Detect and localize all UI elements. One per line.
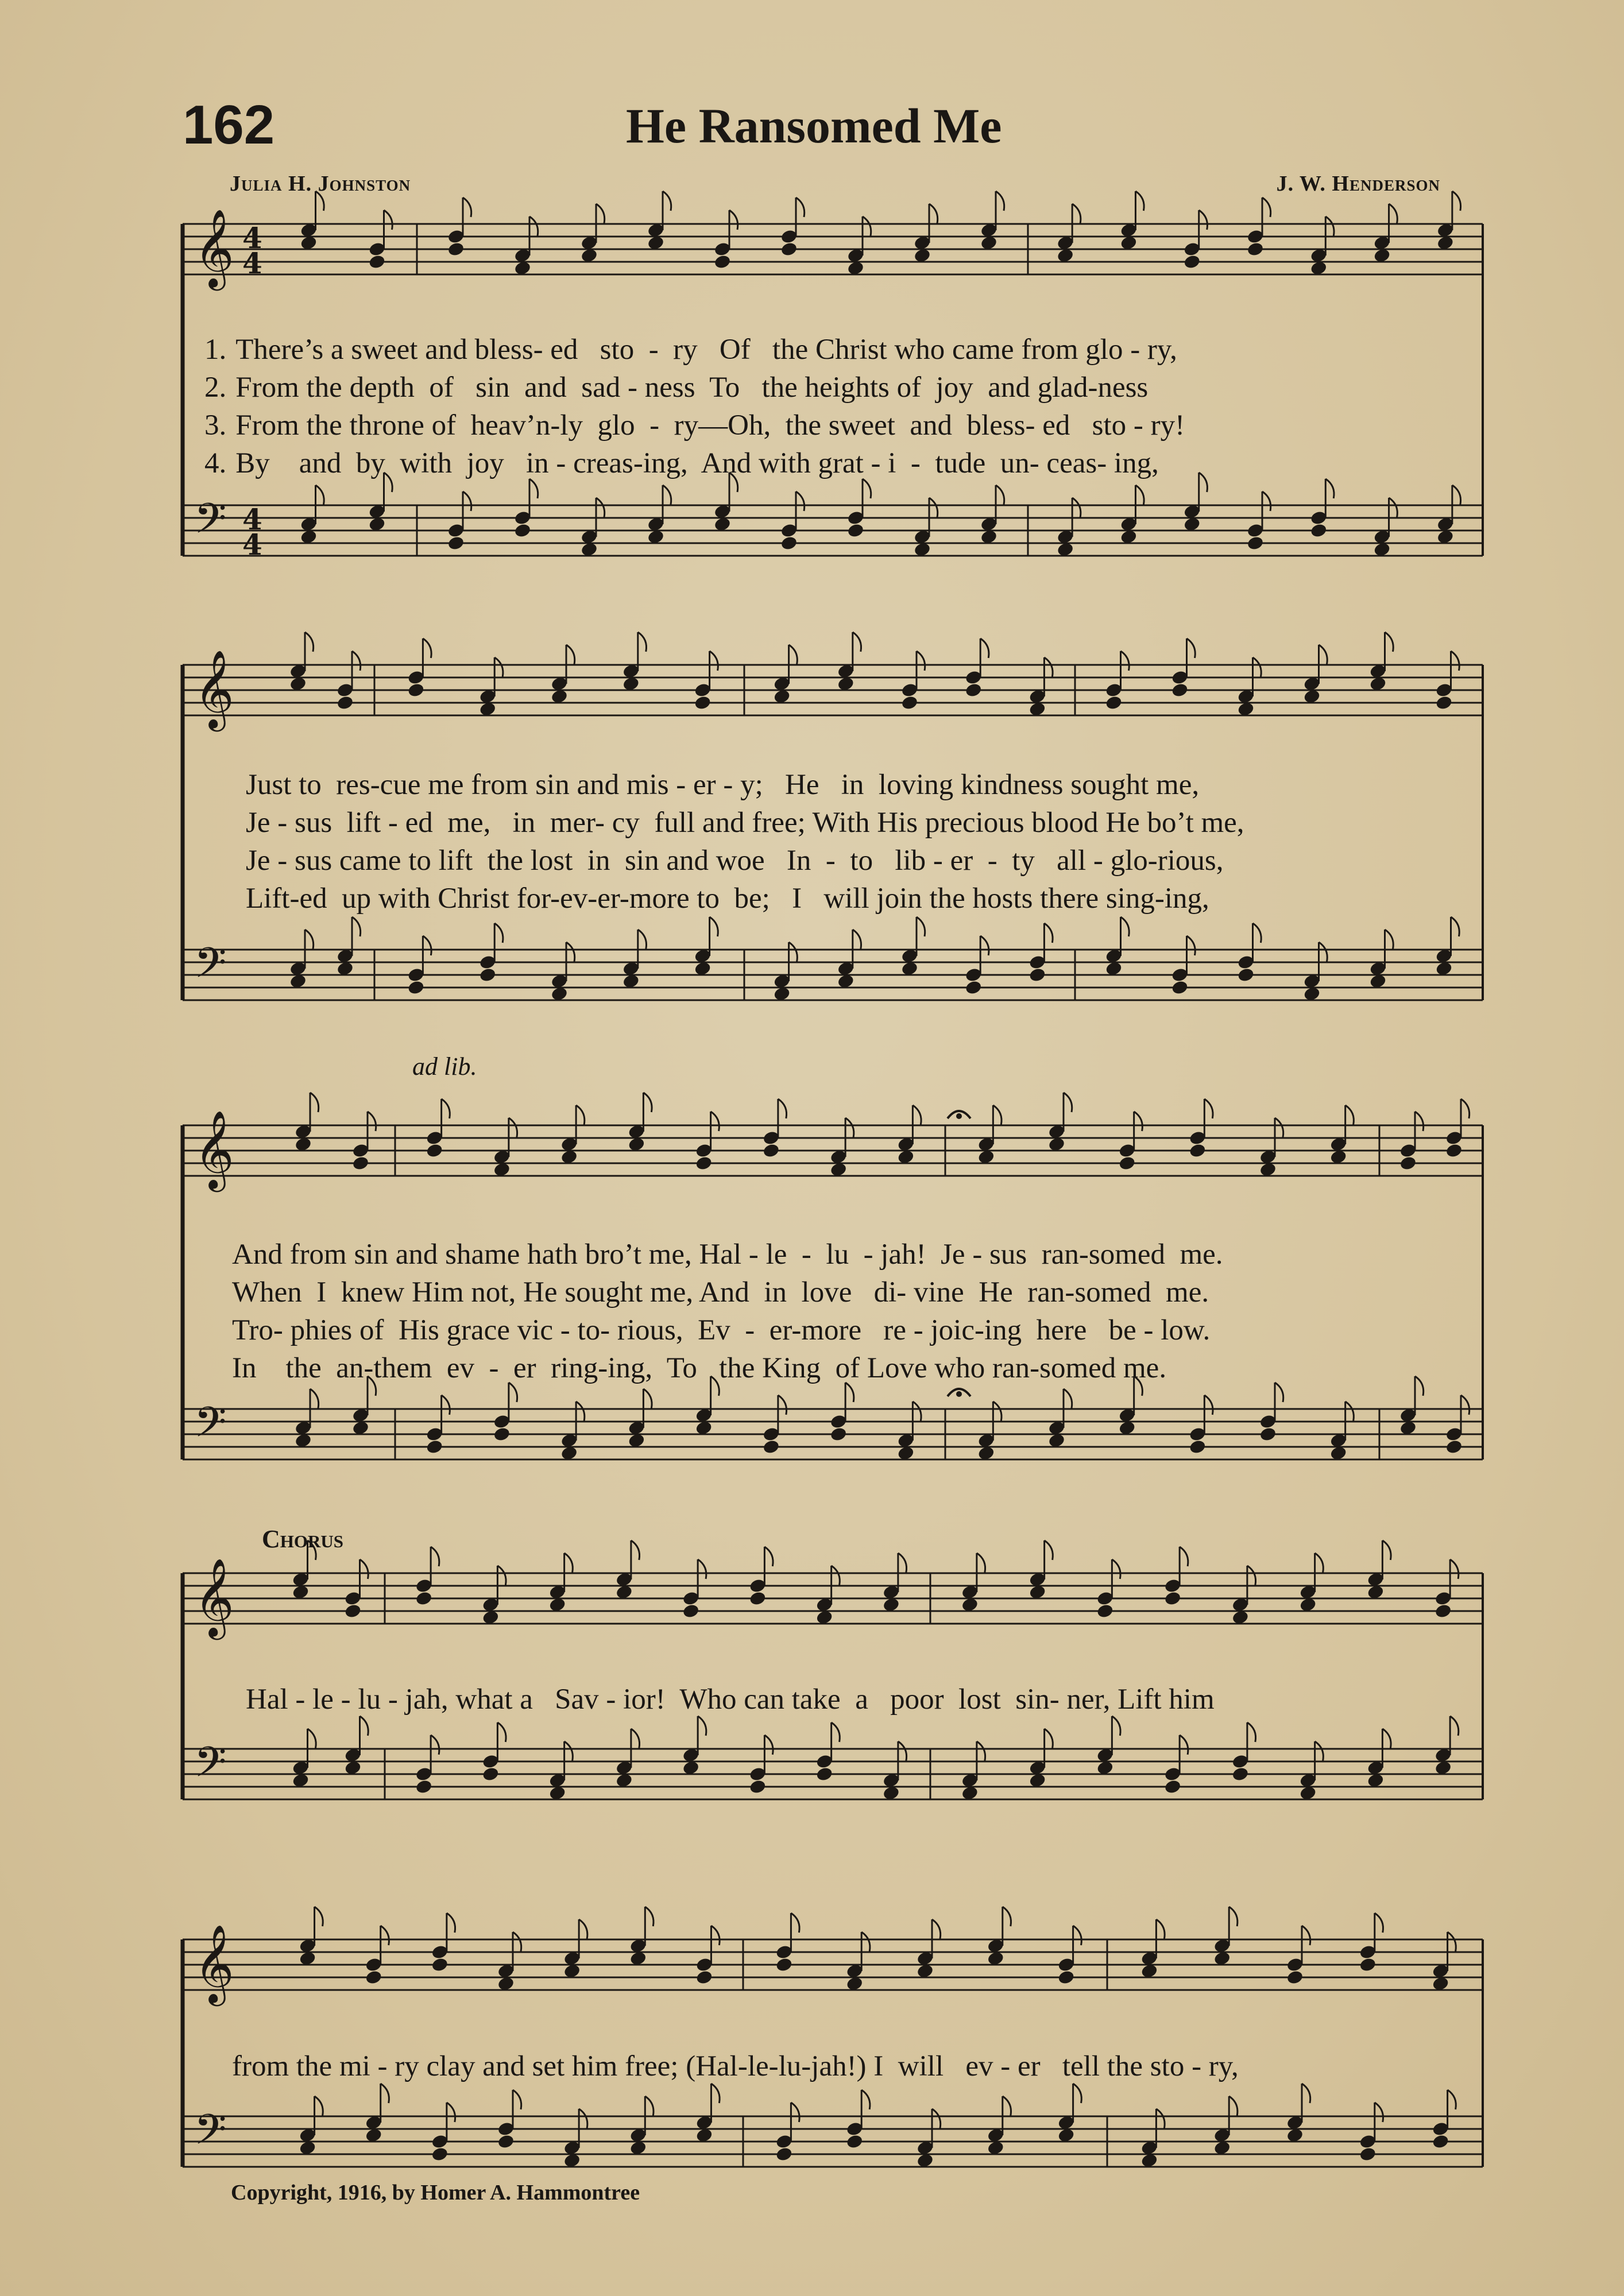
note-flag [1204,1099,1213,1118]
note-head [965,979,983,996]
note-flag [645,2096,654,2116]
note-head [351,1155,369,1171]
note-flag [352,651,361,671]
note-flag [463,491,471,511]
note-flag [710,917,718,936]
note-flag [1112,1716,1120,1736]
note-flag [929,498,938,517]
note-head [368,254,386,270]
note-head [1057,1969,1075,1985]
note-flag [1415,1376,1424,1396]
note-flag [1451,651,1460,671]
note-flag [463,198,471,217]
note-flag [529,216,538,236]
fermata-dot [956,1113,962,1119]
note-flag [996,191,1004,211]
note-flag [1247,1566,1256,1585]
note-flag [643,1389,652,1408]
note-head [900,695,918,711]
note-flag [529,479,538,498]
note-flag [1072,498,1081,517]
note-flag [1302,2084,1310,2103]
note-flag [1229,1907,1238,1926]
note-flag [564,1741,573,1761]
note-flag [898,1553,907,1573]
note-head [1246,241,1264,257]
note-flag [789,645,798,664]
note-head [1434,1603,1452,1619]
note-head [415,1590,432,1606]
hymn-title: He Ransomed Me [626,98,1002,153]
note-flag [423,638,431,658]
note-flag [442,1395,450,1415]
note-head [695,1155,713,1171]
note-flag [796,198,805,217]
note-flag [917,651,925,671]
note-flag [863,479,871,498]
lyric-text: From the throne of heav’n-ly glo - ry—Oh, the sweet and bless- ed sto - ry! [235,409,1185,442]
note-flag [778,1395,787,1415]
note-head [780,535,798,551]
note-flag [912,1401,921,1421]
note-flag [1253,923,1262,943]
note-flag [1382,1729,1391,1748]
lyric-line [204,335,1177,365]
time-signature-numeral: 4 [242,221,262,255]
note-flag [1461,1099,1470,1118]
note-flag [764,1547,773,1566]
note-head [482,1766,500,1782]
note-flag [384,210,393,230]
note-flag [663,191,671,211]
note-flag [1180,1547,1188,1566]
chorus-label: Chorus [262,1525,344,1553]
note-flag [791,2103,799,2122]
note-flag [423,936,431,955]
note-flag [1451,917,1460,936]
note-flag [1073,2084,1082,2103]
note-head [1432,2134,1449,2150]
note-flag [1135,191,1144,211]
lyric-text: By and by with joy in - creas-ing, And with grat - i - tude un- ceas- ing, [235,447,1159,479]
bass-clef-icon: 𝄢 [194,1397,227,1457]
note-head [965,682,983,698]
note-flag [576,1401,585,1421]
note-flag [513,1932,521,1952]
lyric-line [204,373,1148,402]
note-flag [1187,638,1196,658]
note-flag [1247,1722,1256,1742]
note-head [493,1426,511,1442]
note-head [426,1143,443,1159]
note-flag [698,1559,706,1579]
note-flag [352,917,361,936]
note-flag [576,1105,585,1125]
note-head [1435,695,1453,711]
note-flag [861,2090,870,2109]
note-head [426,1439,443,1455]
note-flag [980,936,989,955]
note-head [407,682,425,698]
note-head [1171,682,1189,698]
note-head [407,979,425,996]
note-flag [1199,210,1208,230]
note-flag [1452,485,1461,505]
bass-clef-icon: 𝄢 [194,1737,227,1796]
time-signature-numeral: 4 [242,528,262,562]
note-flag [796,491,805,511]
note-flag [710,651,718,671]
note-flag [497,1722,506,1742]
note-flag [1415,1112,1424,1131]
treble-clef-icon: 𝄞 [194,1557,234,1636]
note-flag [977,1553,985,1573]
note-flag [1461,1395,1470,1415]
note-flag [1275,1118,1283,1137]
note-head [344,1603,362,1619]
note-head [1189,1143,1207,1159]
composer-credit: J. W. Henderson [1276,172,1440,196]
note-flag [579,2109,587,2128]
note-flag [638,930,647,949]
note-flag [1315,1741,1324,1761]
note-flag [310,1093,319,1112]
note-flag [513,2090,521,2109]
bass-clef-icon: 𝄢 [194,938,227,997]
note-flag [980,638,989,658]
note-flag [1121,651,1130,671]
note-flag [1315,1553,1324,1573]
note-flag [305,632,314,652]
note-head [682,1603,699,1619]
chorus-lyric-line: Hal - le - lu - jah, what a Sav - ior! Who can take a poor lost sin- ner, Lift him [246,1683,1215,1716]
note-flag [1450,1559,1459,1579]
note-flag [1156,2109,1165,2128]
note-flag [1044,923,1053,943]
note-head [497,2134,515,2150]
note-head [1163,1590,1181,1606]
note-flag [898,1741,907,1761]
note-flag [305,930,314,949]
hymn-number: 162 [183,94,275,156]
note-flag [1345,1401,1354,1421]
note-flag [929,204,938,223]
note-head [431,2146,448,2162]
note-flag [993,1105,1002,1125]
note-flag [316,485,324,505]
note-head [1246,535,1264,551]
note-head [479,967,497,983]
note-flag [912,1105,921,1125]
note-flag [863,216,871,236]
verse-number: 1. [204,334,227,366]
note-flag [845,1383,854,1402]
note-flag [315,1907,323,1926]
note-flag [431,1735,439,1755]
note-flag [442,1099,450,1118]
note-flag [1112,1559,1120,1579]
note-flag [917,917,925,936]
note-flag [1253,657,1262,677]
verse-number: 2. [204,371,227,404]
note-flag [1385,930,1394,949]
treble-clef-icon: 𝄞 [194,1109,234,1188]
note-flag [1229,2096,1238,2116]
lyric-text: From the depth of sin and sad - ness To the heights of joy and glad-ness [235,371,1149,404]
note-head [431,1957,448,1973]
note-head [749,1779,767,1795]
note-head [815,1766,833,1782]
note-flag [1450,1716,1459,1736]
bass-clef-icon: 𝄢 [194,2105,227,2164]
note-flag [447,2103,455,2122]
note-flag [1121,917,1130,936]
note-flag [845,1118,854,1137]
note-head [1310,522,1328,539]
note-flag [638,632,647,652]
note-flag [1389,204,1398,223]
note-flag [1199,473,1208,492]
note-head [447,241,465,257]
note-flag [764,1735,773,1755]
time-signature-numeral: 4 [242,502,262,536]
note-flag [861,1932,870,1952]
note-head [1445,1439,1463,1455]
lyric-line [204,411,1185,440]
note-flag [566,645,575,664]
note-head [1286,1969,1304,1985]
note-flag [993,1401,1002,1421]
note-head [1183,254,1201,270]
fermata-dot [956,1391,962,1397]
note-flag [1325,216,1334,236]
bass-clef-icon: 𝄢 [194,494,227,553]
note-flag [1187,936,1196,955]
note-flag [631,1729,640,1748]
note-flag [1448,1932,1456,1952]
note-flag [1389,498,1398,517]
note-head [1171,979,1189,996]
note-flag [1262,491,1271,511]
note-flag [447,1913,455,1933]
note-head [365,1969,382,1985]
note-head [1237,967,1255,983]
note-flag [1064,1389,1072,1408]
note-head [1189,1439,1207,1455]
note-flag [1375,1913,1383,1933]
note-head [749,1590,767,1606]
note-flag [1275,1383,1283,1402]
note-head [695,1969,713,1985]
note-head [694,695,712,711]
note-flag [1204,1395,1213,1415]
lyric-line: Tro- phies of His grace vic - to- rious, Ev - er-more re - joic-ing here be - low. [232,1314,1211,1346]
note-head [1399,1155,1417,1171]
note-head [336,695,354,711]
lyricist-credit: Julia H. Johnston [230,172,411,196]
lyric-line: When I knew Him not, He sought me, And in love di- vine He ran-somed me. [232,1276,1209,1308]
note-flag [789,942,798,962]
note-flag [1375,2103,1383,2122]
note-flag [497,1566,506,1585]
tempo-marking: ad lib. [412,1052,477,1081]
note-flag [698,1716,706,1736]
note-flag [1073,1926,1082,1945]
note-flag [853,632,861,652]
note-head [762,1143,780,1159]
note-flag [596,204,605,223]
note-flag [1262,198,1271,217]
note-flag [566,942,575,962]
note-flag [596,498,605,517]
note-flag [645,1907,654,1926]
note-flag [1345,1105,1354,1125]
note-head [713,254,731,270]
note-head [1028,967,1046,983]
note-flag [1382,1540,1391,1560]
note-flag [1319,645,1328,664]
note-flag [316,191,324,211]
note-head [775,1957,793,1973]
note-flag [977,1741,985,1761]
time-signature-numeral: 4 [242,246,262,280]
note-head [829,1426,847,1442]
note-head [762,1439,780,1455]
note-head [1231,1766,1249,1782]
lyric-line: Je - sus lift - ed me, in mer- cy full and free; With His precious blood He bo’t me, [246,807,1244,839]
note-head [846,522,864,539]
note-flag [360,1716,369,1736]
lyric-text: There’s a sweet and bless- ed sto - ry Of the Christ who came from glo - ry, [235,334,1177,366]
note-head [1096,1603,1114,1619]
note-head [1359,2146,1376,2162]
note-flag [996,485,1004,505]
note-flag [1156,1919,1165,1939]
note-flag [1180,1735,1188,1755]
note-head [846,2134,864,2150]
lyric-line: In the an-them ev - er ring-ing, To the King of Love who ran-somed me. [232,1352,1167,1384]
note-flag [1045,1729,1053,1748]
note-flag [1134,1112,1143,1131]
note-flag [729,210,738,230]
note-flag [1452,191,1461,211]
note-flag [1045,1540,1053,1560]
note-flag [1044,657,1053,677]
note-flag [494,923,503,943]
note-head [415,1779,432,1795]
note-head [1359,1957,1376,1973]
note-flag [381,2084,389,2103]
note-flag [1003,2096,1011,2116]
note-head [1259,1426,1277,1442]
treble-clef-icon: 𝄞 [194,649,234,728]
note-flag [509,1118,517,1137]
lyric-line [204,449,1159,478]
note-head [1118,1155,1136,1171]
note-flag [564,1553,573,1573]
note-flag [431,1547,439,1566]
note-flag [711,1926,720,1945]
copyright-notice: Copyright, 1916, by Homer A. Hammontree [231,2181,640,2205]
note-flag [368,1112,376,1131]
note-head [447,535,465,551]
verse-number: 4. [204,447,227,479]
note-flag [1135,485,1144,505]
note-flag [663,485,671,505]
note-flag [310,1389,319,1408]
note-flag [853,930,861,949]
chorus-lyric-line: from the mi - ry clay and set him free; (Hal-le-lu-jah!) I will ev - er tell the sto - ry, [232,2050,1239,2082]
note-head [780,241,798,257]
note-flag [1325,479,1334,498]
note-head [1163,1779,1181,1795]
note-flag [1003,1907,1011,1926]
note-flag [832,1722,840,1742]
note-flag [308,1729,316,1748]
note-flag [631,1540,640,1560]
treble-clef-icon: 𝄞 [194,1923,234,2003]
note-flag [494,657,503,677]
note-flag [1319,942,1328,962]
note-flag [832,1566,840,1585]
note-flag [1448,2090,1456,2109]
note-flag [778,1099,787,1118]
note-flag [932,2109,941,2128]
note-flag [579,1919,587,1939]
note-flag [1302,1926,1310,1945]
verse-number: 3. [204,409,227,442]
note-flag [711,2084,720,2103]
note-flag [1385,632,1394,652]
note-flag [932,1919,941,1939]
note-flag [643,1093,652,1112]
note-flag [1072,204,1081,223]
note-head [775,2146,793,2162]
note-flag [791,1913,799,1933]
lyric-line: Lift-ed up with Christ for-ev-er-more to be; I will join the hosts there sing-ing, [246,882,1209,915]
note-head [513,522,531,539]
lyric-line: Je - sus came to lift the lost in sin and woe In - to lib - er - ty all - glo-rious, [246,845,1224,877]
note-flag [381,1926,389,1945]
note-flag [1064,1093,1072,1112]
note-flag [509,1383,517,1402]
lyric-line: Just to res-cue me from sin and mis - er - y; He in loving kindness sought me, [246,769,1200,801]
note-head [1445,1143,1463,1159]
treble-clef-icon: 𝄞 [194,208,234,287]
lyric-line: And from sin and shame hath bro’t me, Hal - le - lu - jah! Je - sus ran-somed me. [232,1238,1223,1271]
note-flag [315,2096,323,2116]
note-head [1105,695,1123,711]
note-flag [360,1559,369,1579]
note-flag [711,1112,720,1131]
